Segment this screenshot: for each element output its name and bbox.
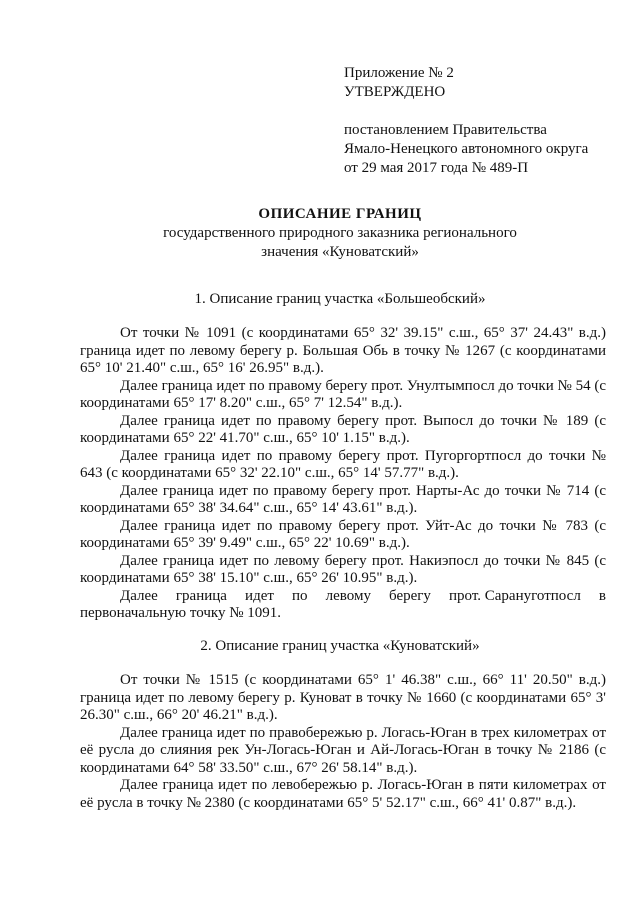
section1-paragraph: Далее граница идет по правому берегу прот. Выпосл до точки № 189 (с координатами 65° 22' 41.70" с.ш., 65° 10' 1.15" в.д.). (80, 412, 606, 446)
section2-paragraph: Далее граница идет по правобережью р. Логась-Юган в трех километрах от её русла до слияния рек Ун-Логась-Юган и Ай-Логась-Юган в точку № 2186 (с координатами 64° 58' 33.50" с.ш., 67° 26' 58.14" в.д.). (80, 724, 606, 776)
document-subtitle-line1: государственного природного заказника регионального (163, 225, 517, 241)
approval-resolution: постановлением Правительства (344, 122, 547, 138)
section1-paragraph: Далее граница идет по правому берегу прот. Пугоргортпосл до точки № 643 (с координатами 65° 32' 22.10" с.ш., 65° 14' 57.77" в.д.). (80, 447, 606, 481)
section1-paragraph: Далее граница идет по левому берегу прот. Накиэпосл до точки № 845 (с координатами 65° 38' 15.10" с.ш., 65° 26' 10.95" в.д.). (80, 552, 606, 586)
section1-body (80, 325, 606, 623)
section2-body (80, 672, 606, 812)
section1-title: 1. Описание границ участка «Большеобский» (194, 291, 486, 307)
appendix-label: Приложение № 2 (344, 65, 454, 81)
document-title: ОПИСАНИЕ ГРАНИЦ (258, 206, 422, 222)
final-word: идет (245, 587, 274, 604)
section2-paragraph: От точки № 1515 (с координатами 65° 1' 46.38" с.ш., 66° 11' 20.50" в.д.) граница идет по левому берегу р. Куноват в точку № 1660 (с координатами 65° 3' 26.30" с.ш., 66° 20' 46.21" в.д.). (80, 672, 606, 723)
final-word: прот. Сарануготпосл (449, 587, 581, 604)
approval-date: от 29 мая 2017 года № 489-П (344, 160, 529, 176)
section1-final-line2: первоначальную точку № 1091. (80, 605, 282, 621)
document-subtitle-line2: значения «Куноватский» (261, 244, 419, 260)
final-word: левому (325, 587, 371, 604)
final-word: Далее (120, 587, 158, 604)
approval-government: Ямало-Ненецкого автономного округа (344, 141, 589, 157)
document-title-block (100, 204, 580, 262)
approved-label: УТВЕРЖДЕНО (344, 84, 446, 100)
section1-paragraph: Далее граница идет по правому берегу прот. Нарты-Ас до точки № 714 (с координатами 65° 38' 34.64" с.ш., 65° 14' 43.61" в.д.). (80, 482, 606, 516)
section1-paragraph: Далее граница идет по правому берегу прот. Унултымпосл до точки № 54 (с координатами 65° 17' 8.20" с.ш., 65° 7' 12.54" в.д.). (80, 377, 606, 411)
section1-paragraph: Далее граница идет по правому берегу прот. Уйт-Ас до точки № 783 (с координатами 65° 39' 9.49" с.ш., 65° 22' 10.69" в.д.). (80, 517, 606, 551)
section2-paragraph: Далее граница идет по левобережью р. Логась-Юган в пяти километрах от её русла в точку № 2380 (с координатами 65° 5' 52.17" с.ш., 66° 41' 0.87" в.д.). (80, 777, 606, 811)
final-word: берегу (389, 587, 431, 604)
final-word: в (598, 587, 606, 604)
approval-block (344, 64, 614, 178)
final-word: по (292, 587, 308, 604)
final-word: граница (175, 587, 227, 604)
section1-final-line (80, 588, 606, 606)
section2-title: 2. Описание границ участка «Куноватский» (200, 638, 480, 654)
section1-paragraph: От точки № 1091 (с координатами 65° 32' 39.15" с.ш., 65° 37' 24.43" в.д.) граница идет по левому берегу р. Большая Обь в точку № 1267 (с координатами 65° 10' 21.40" с.ш., 65° 16' 26.95" в.д.). (80, 325, 606, 376)
